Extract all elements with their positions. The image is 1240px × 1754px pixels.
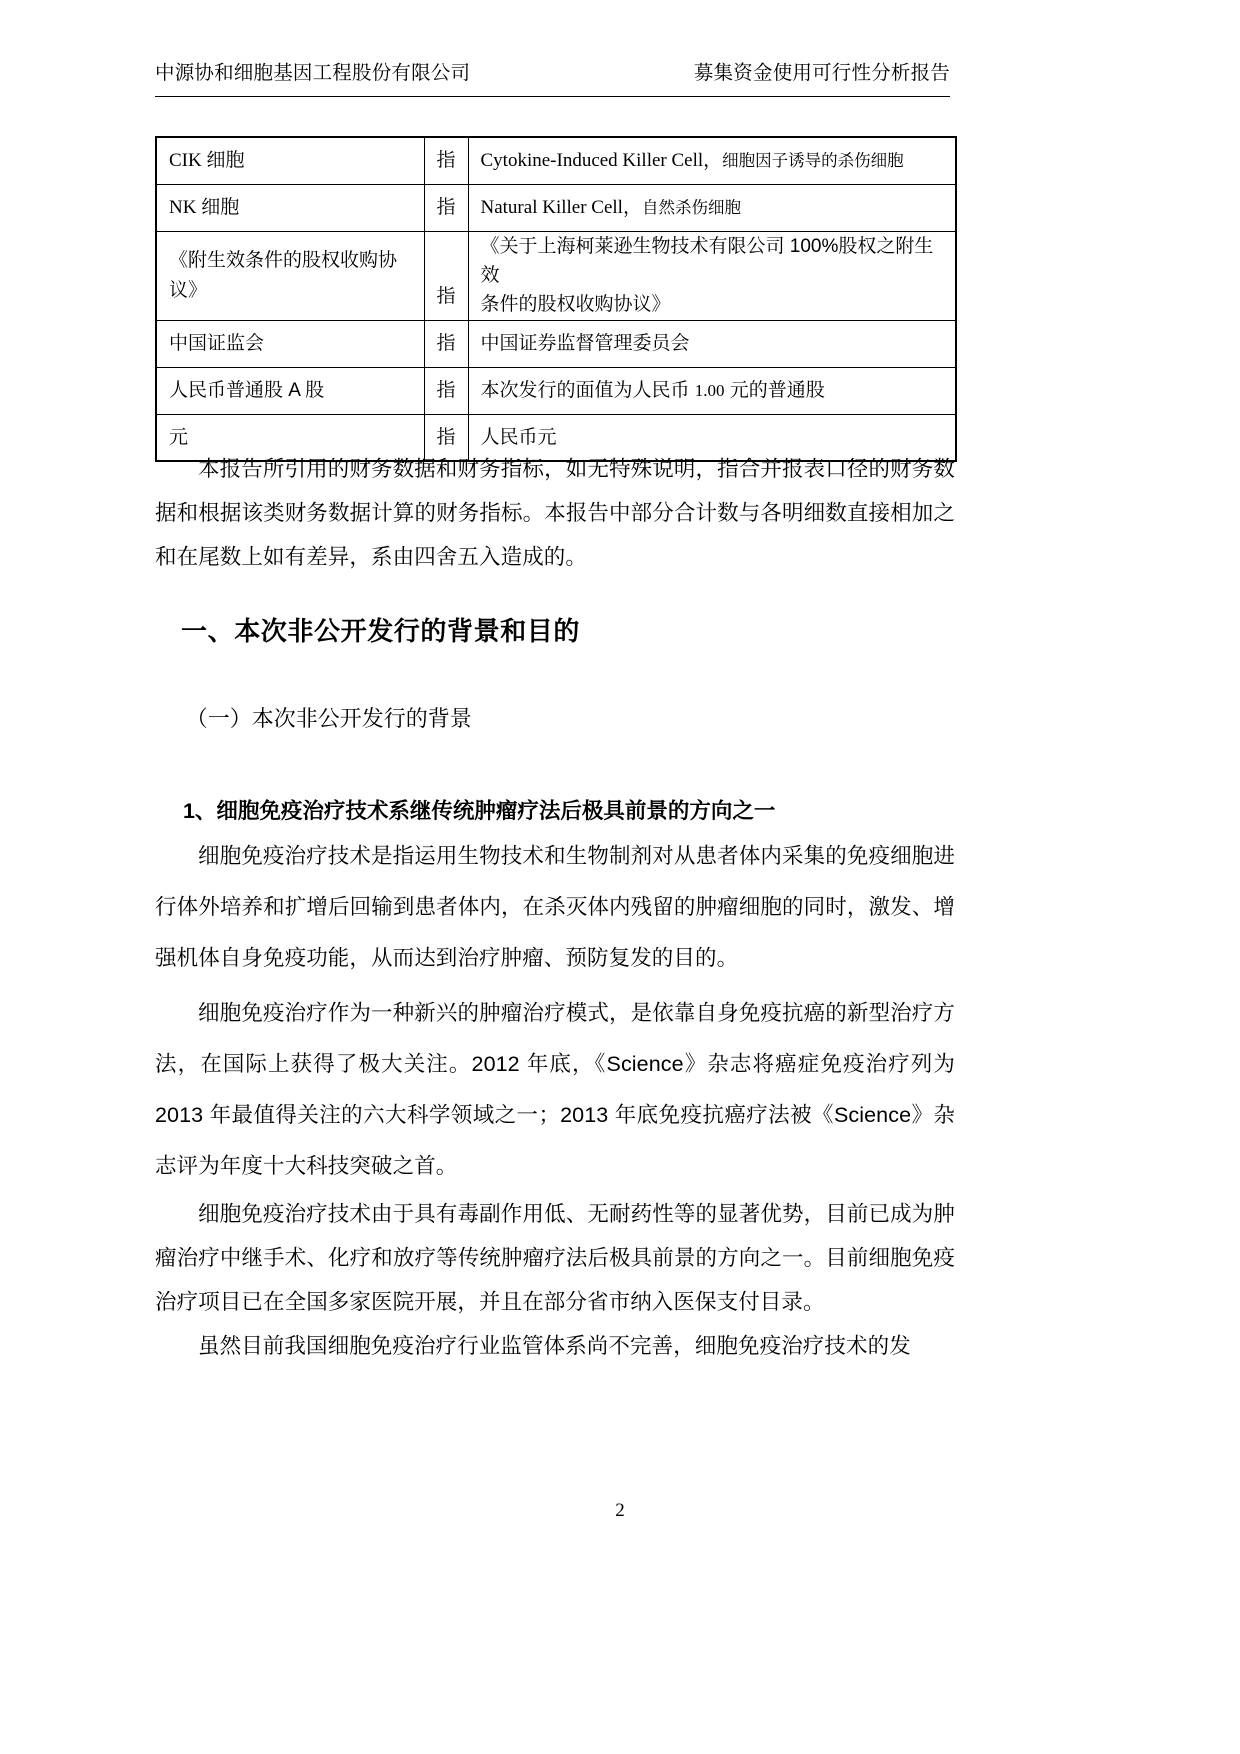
intro-paragraph: 本报告所引用的财务数据和财务指标，如无特殊说明，指合并报表口径的财务数据和根据该类财务数据计算的财务指标。本报告中部分合计数与各明细数直接相加之和在尾数上如有差异，系由四舍五入造成的。 bbox=[155, 457, 955, 569]
body-paragraph-2: 细胞免疫治疗作为一种新兴的肿瘤治疗模式，是依靠自身免疫抗癌的新型治疗方法，在国际上获得了极大关注。2012 年底，《Science》杂志将癌症免疫治疗列为 2013 年最值得关注的六大科学领域之一；2013 年底免疫抗癌疗法被《Science》杂志评为年度十大科技突破之首。 bbox=[155, 1001, 955, 1178]
marker-cell: 指 bbox=[424, 184, 468, 231]
term-cell: 人民币普通股 A 股 bbox=[156, 367, 424, 414]
term-cell: CIK 细胞 bbox=[156, 137, 424, 184]
term-cell: NK 细胞 bbox=[156, 184, 424, 231]
description-cell bbox=[468, 184, 956, 231]
header-company-name: 中源协和细胞基因工程股份有限公司 bbox=[155, 62, 471, 84]
definitions-table bbox=[155, 136, 957, 462]
section-heading: 一、本次非公开发行的背景和目的 bbox=[181, 616, 581, 646]
description-suffix: 元的普通股 bbox=[724, 380, 825, 402]
description-amount: 1.00 bbox=[694, 381, 725, 401]
table-row bbox=[156, 367, 956, 414]
table-row bbox=[156, 184, 956, 231]
description-cell bbox=[468, 137, 956, 184]
marker-cell: 指 bbox=[424, 367, 468, 414]
body-paragraph-4: 虽然目前我国细胞免疫治疗行业监管体系尚不完善，细胞免疫治疗技术的发 bbox=[198, 1334, 911, 1358]
table-row bbox=[156, 137, 956, 184]
description-cell: 人民币元 bbox=[468, 414, 956, 461]
body-paragraph-3: 细胞免疫治疗技术由于具有毒副作用低、无耐药性等的显著优势，目前已成为肿瘤治疗中继手术、化疗和放疗等传统肿瘤疗法后极具前景的方向之一。目前细胞免疫治疗项目已在全国多家医院开展，并且在部分省市纳入医保支付目录。 bbox=[155, 1202, 955, 1314]
table-row bbox=[156, 231, 956, 320]
page-running-header bbox=[155, 62, 950, 85]
description-line-2: 条件的股权收购协议》 bbox=[480, 294, 671, 316]
description-prefix: 本次发行的面值为人民币 bbox=[480, 380, 695, 402]
description-chinese: 细胞因子诱导的杀伤细胞 bbox=[722, 152, 904, 171]
description-cell: 中国证券监督管理委员会 bbox=[468, 320, 956, 367]
marker-cell: 指 bbox=[424, 231, 468, 320]
term-cell: 中国证监会 bbox=[156, 320, 424, 367]
description-cell bbox=[468, 231, 956, 320]
header-report-title: 募集资金使用可行性分析报告 bbox=[693, 62, 950, 84]
marker-cell: 指 bbox=[424, 137, 468, 184]
document-body bbox=[155, 447, 955, 1368]
subsection-heading: （一）本次非公开发行的背景 bbox=[185, 706, 472, 731]
description-cell bbox=[468, 367, 956, 414]
marker-cell: 指 bbox=[424, 414, 468, 461]
description-line-1: 《关于上海柯莱逊生物技术有限公司 100%股权之附生效 bbox=[480, 235, 934, 286]
body-paragraph-1: 细胞免疫治疗技术是指运用生物技术和生物制剂对从患者体内采集的免疫细胞进行体外培养和扩增后回输到患者体内，在杀灭体内残留的肿瘤细胞的同时，激发、增强机体自身免疫功能，从而达到治疗肿瘤、预防复发的目的。 bbox=[155, 844, 955, 970]
table-row bbox=[156, 320, 956, 367]
term-cell: 《附生效条件的股权收购协议》 bbox=[156, 231, 424, 320]
description-english: Cytokine-Induced Killer Cell， bbox=[480, 150, 723, 172]
page-number: 2 bbox=[615, 1500, 625, 1521]
description-english: Natural Killer Cell， bbox=[480, 196, 642, 218]
term-cell: 元 bbox=[156, 414, 424, 461]
header-divider-rule bbox=[155, 96, 950, 97]
description-chinese: 自然杀伤细胞 bbox=[641, 198, 741, 217]
marker-cell: 指 bbox=[424, 320, 468, 367]
item-heading: 1、细胞免疫治疗技术系继传统肿瘤疗法后极具前景的方向之一 bbox=[182, 799, 776, 823]
